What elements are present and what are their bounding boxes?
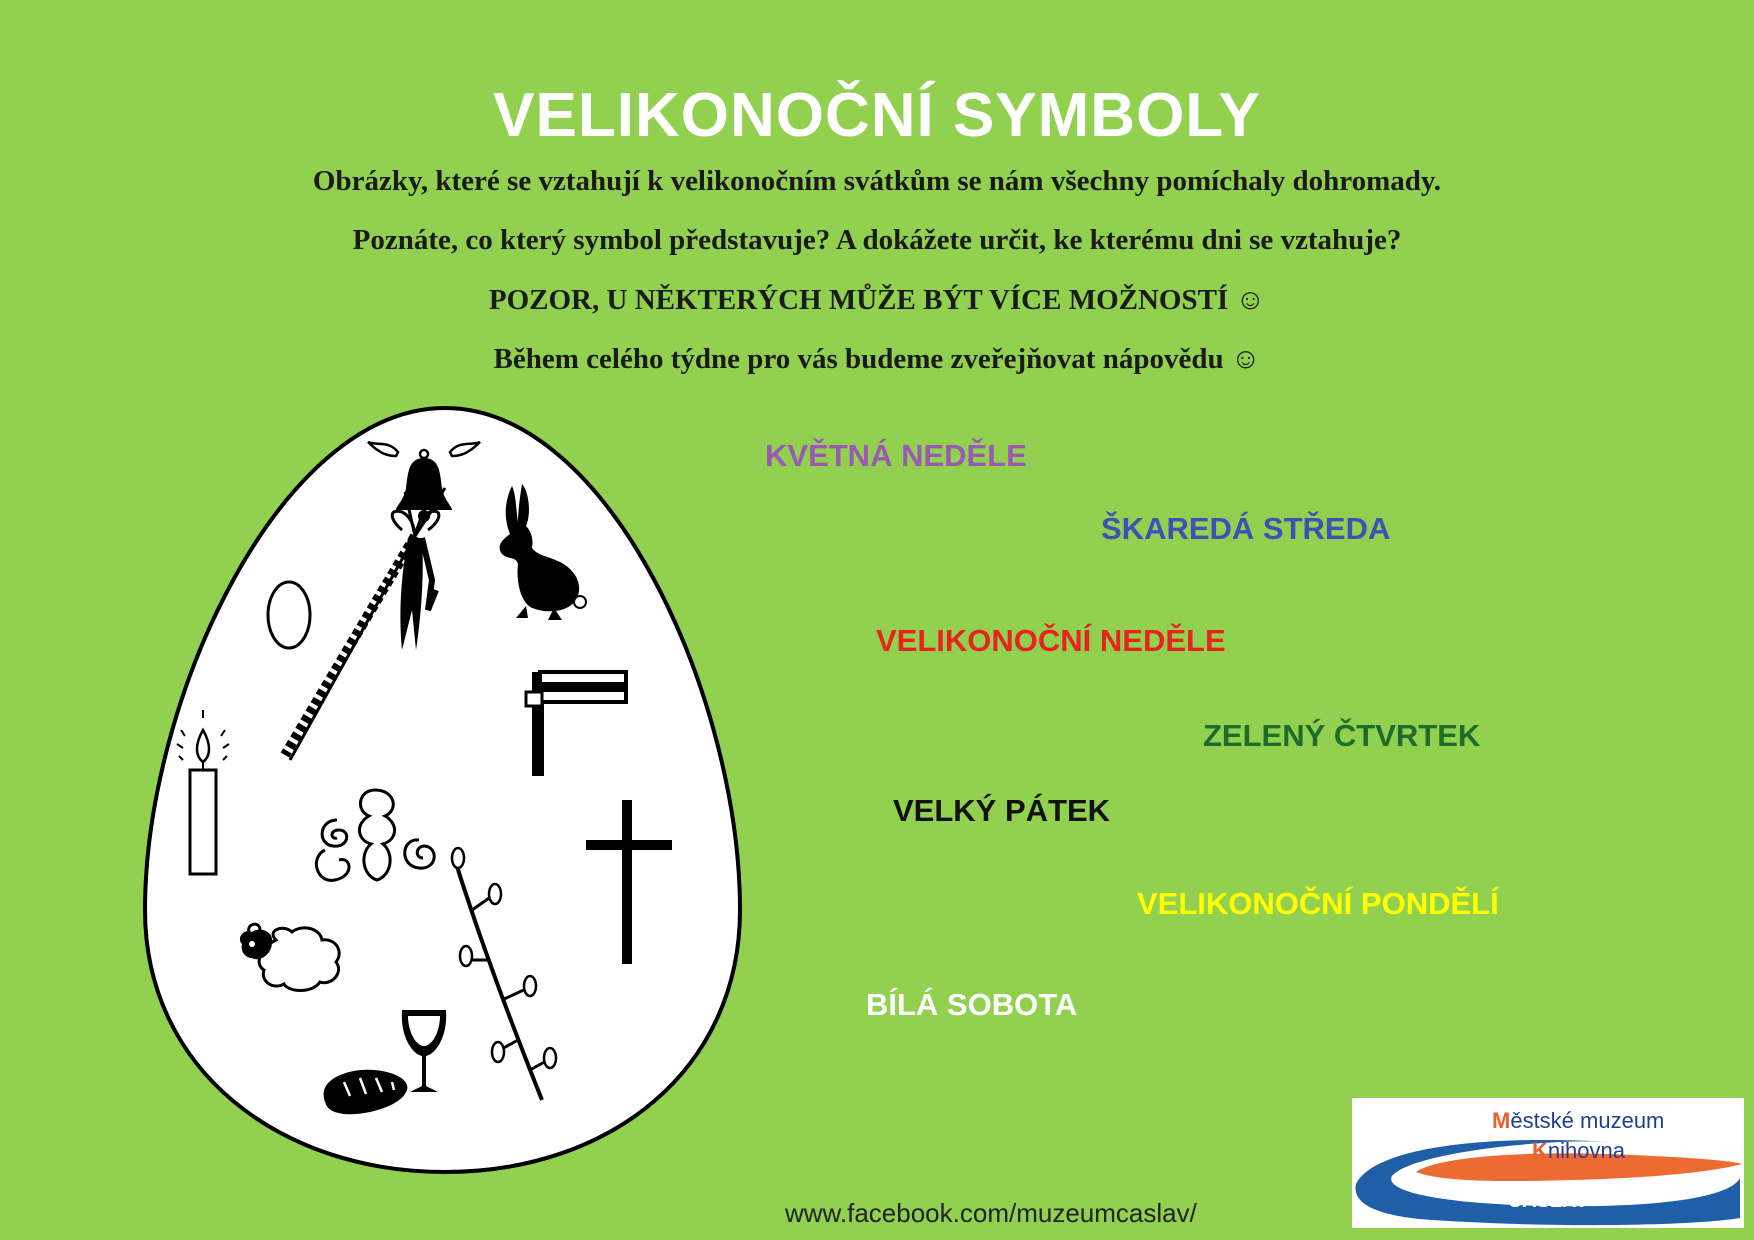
intro-line-3: POZOR, U NĚKTERÝCH MŮŽE BÝT VÍCE MOŽNOSTÍ ☺ — [488, 284, 1266, 316]
day-label-velky-patek: VELKÝ PÁTEK — [893, 793, 1111, 828]
intro-line-1: Obrázky, které se vztahují k velikonočním svátkům se nám všechny pomíchaly dohromady. — [312, 165, 1442, 197]
page-title: VELIKONOČNÍ SYMBOLY — [493, 81, 1261, 150]
day-label-velikonocni-nedele: VELIKONOČNÍ NEDĚLE — [876, 623, 1226, 658]
day-label-velikonocni-pondeli: VELIKONOČNÍ PONDĚLÍ — [1137, 886, 1499, 921]
day-label-bila-sobota: BÍLÁ SOBOTA — [866, 987, 1078, 1022]
easter-egg-symbols — [140, 400, 750, 1180]
day-label-skareda-streda: ŠKAREDÁ STŘEDA — [1101, 511, 1391, 546]
museum-library-logo — [1352, 1098, 1744, 1228]
logo-line-1: Městské muzeum — [1492, 1108, 1665, 1133]
facebook-link[interactable]: www.facebook.com/muzeumcaslav/ — [785, 1198, 1197, 1228]
day-label-zeleny-ctvrtek: ZELENÝ ČTVRTEK — [1203, 718, 1481, 753]
intro-line-2: Poznáte, co který symbol představuje? A dokážete určit, ke kterému dni se vztahuje? — [352, 224, 1402, 256]
day-label-kvetna-nedele: KVĚTNÁ NEDĚLE — [765, 438, 1027, 473]
egg-icon — [268, 582, 310, 648]
intro-line-4: Během celého týdne pro vás budeme zveřejňovat nápovědu ☺ — [493, 343, 1261, 375]
logo-city: ČÁSLAV — [1507, 1190, 1589, 1212]
egg-outline — [145, 408, 740, 1172]
logo-line-2: Knihovna — [1532, 1138, 1625, 1163]
